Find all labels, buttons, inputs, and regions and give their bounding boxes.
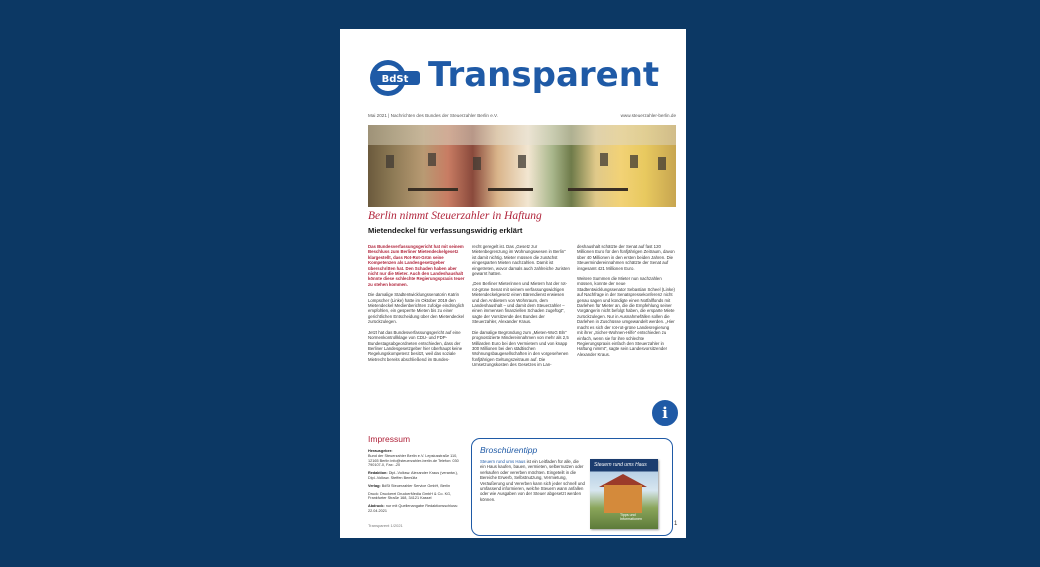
issue-line: Mai 2021 | Nachrichten des Bundes der Steuerzahler Berlin e.V. [368, 113, 498, 118]
impressum-text: Dipl.-Volksw. Alexander Kraus (verantw.), Dipl.-Volksw. Steffen Bemültz [368, 471, 458, 480]
hero-photo [368, 125, 676, 207]
tip-text [480, 459, 585, 502]
article-paragraph: Weitere Summen die Mieter nun nachzahlen müssen, konnte der neue Stadtentwicklungssenator Sebastian Scheel (Linke) auf Nachfrage in der Senatspressekonferenz nicht genau sagen und kündigte einen Notfallfonds mit Darlehen für Mieter an, die die Empfehlung seiner Vorgängerin nicht befolgt haben, die ersparte Miete zurückzulegen. Nur in Ausnahmefällen sollen die Darlehen in Zuschüsse umgewandelt werden. „Hier macht es sich der rot-rot-grüne Landesregierung mit ihrer „Sicher-Wohnen-Hilfe“ entschieden zu einfach, wenn sie für ihre schlechte Regierungspraxis einfach den Steuerzahler in Haftung nimmt“, sagte sein Landesvorsitzender Alexander Kraus. [577, 276, 675, 357]
article-paragraph: Die damalige Stadtentwicklungssenatorin Katrin Lompscher (Linke) hatte im Oktober 2019 den Mietendeckel Medienberichten zufolge eindringlich empfohlen, ein gesperrte Mieten bis zu einer gerichtlichen Entscheidung über den Mietendeckel zurückzulegen. [368, 292, 465, 325]
info-icon: i [650, 398, 680, 428]
article-column-2 [472, 244, 570, 373]
brochure-cover[interactable] [590, 459, 658, 529]
article-paragraph: deshaushalt schätzte der Senat auf fast 120 Millionen Euro für den fünfjährigen Zeitraum, davon über 40 Millionen in den ersten beiden Jahren. Die Steuermindereinnahmen schätzte der Senat auf insgesamt 421 Millionen Euro. [577, 244, 675, 271]
impressum-label: Herausgeber: [368, 449, 393, 453]
impressum-title: Impressum [368, 434, 411, 444]
cover-subtitle: Tipps und Informationen [620, 513, 642, 521]
article-column-3 [577, 244, 675, 362]
brochure-tip-box [471, 438, 673, 536]
article-paragraph: Jetzt hat das Bundesverfassungsgericht auf eine Normenkontrollklage von CDU- und FDP-Bundestagsabgeordneten entschieden, dass der Berliner Landesgesetzgeber hier überhaupt keine Regelungskompetenz besitzt, weil das soziale Mietrecht bereits abschließend im Bundes- [368, 329, 463, 362]
newsletter-page [340, 29, 686, 538]
bdst-logo-icon [368, 58, 422, 98]
article-lead: Das Bundesverfassungsgericht hat mit seinem Beschluss zum Berliner Mietendeckelgesetz klargestellt, dass Rot-Rot-Grün seine Kompetenzen als Landesgesetzgeber überschritten hat. Den Schaden haben aber nicht nur die Mieter. Auch den Landeshaushalt könnte diese schlechte Regierungspraxis teuer zu stehen kommen. [368, 244, 465, 287]
tip-brochure-name: Steuern rund ums Haus [480, 459, 526, 464]
logo-text: BdSt [381, 74, 409, 85]
impressum-text: Druck: Druckerei DruckerMedia GmbH & Co. KG, Frankfurter Straße 168, 34121 Kassel [368, 491, 452, 501]
tip-description: ist ein Leitfaden für alle, die ein Haus kaufen, bauen, vermieten, selbernutzen oder verkaufen oder vererben möchten. Eingeteilt in die Bereiche Erwerb, Selbstnutzung, Vermietung, Veräußerung und Vererben kann sich jeder schnell und umfassend informieren, welche Steuern wann anfallen oder wie Ausgaben von der Steuer abgesetzt werden können. [480, 459, 585, 502]
impressum-text: BdSt Steuerzahler Service GmbH, Berlin [381, 483, 451, 488]
impressum-label: Redaktion: [368, 471, 388, 476]
impressum-text: Bund der Steuerzahler Berlin e.V. Lepsiusstraße 110, 12165 Berlin info@steuerzahler-berlin.de Telefon: 030 790107-0, Fax: -20 [368, 453, 459, 468]
article-column-1 [368, 244, 466, 367]
page-number: 1 [674, 521, 678, 527]
cover-title: Steuern rund ums Haus [594, 462, 647, 468]
impressum-body [368, 449, 464, 517]
impressum-label: Verlag: [368, 483, 381, 488]
tip-title: Broschürentipp [480, 445, 538, 455]
article-subhead: Mietendeckel für verfassungswidrig erklärt [368, 226, 523, 235]
website-link[interactable]: www.steuerzahler-berlin.de [620, 113, 676, 118]
footer-issue: Transparent 1/2021 [368, 523, 403, 528]
impressum-text: nur mit Quellenangabe Redaktionsschluss: 22.04.2021 [368, 504, 458, 513]
masthead-meta [368, 113, 676, 118]
article-paragraph: „Den Berliner Mieterinnen und Mietern hat der rot-rot-grüne Senat mit seinem verfassungswidrigen Mietendeckelgesetz einen Bärendienst erwiesen und den Anbietern von Wohnraum, dem Landeshaushalt – und damit dem Steuerzahler – einen immensen finanziellen Schaden zugefügt“, sagte der Vorsitzende des Bundes der Steuerzahler, Alexander Kraus. [472, 281, 568, 325]
article-headline: Berlin nimmt Steuerzahler in Haftung [368, 210, 542, 222]
house-icon [604, 485, 642, 513]
masthead-title: Transparent [428, 55, 660, 95]
article-paragraph: recht geregelt ist. Das „Gesetz zur Mietenbegrenzung im Wohnungswesen in Berlin“ ist damit nichtig. Mieter müssen die zunächst eingesparten Mieten nachzahlen. Damit ist eingetreten, wovor damals auch zahlreiche Juristen gewarnt hatten. [472, 244, 570, 277]
impressum-label: Abdruck: [368, 504, 385, 509]
article-paragraph: Die damalige Begründung zum „Mieten-WoG Bln“ prognostizierte Mindereinnahmen von mehr als 2,5 Milliarden Euro bei den Vermietern und von knapp 300 Millionen bei den städtischen Wohnungsbaugesellschaften in den vorgesehenen fünfjährigen Geltungszeitraum auf. Die Umsetzungskosten des Gesetzes im Lan- [472, 329, 569, 368]
